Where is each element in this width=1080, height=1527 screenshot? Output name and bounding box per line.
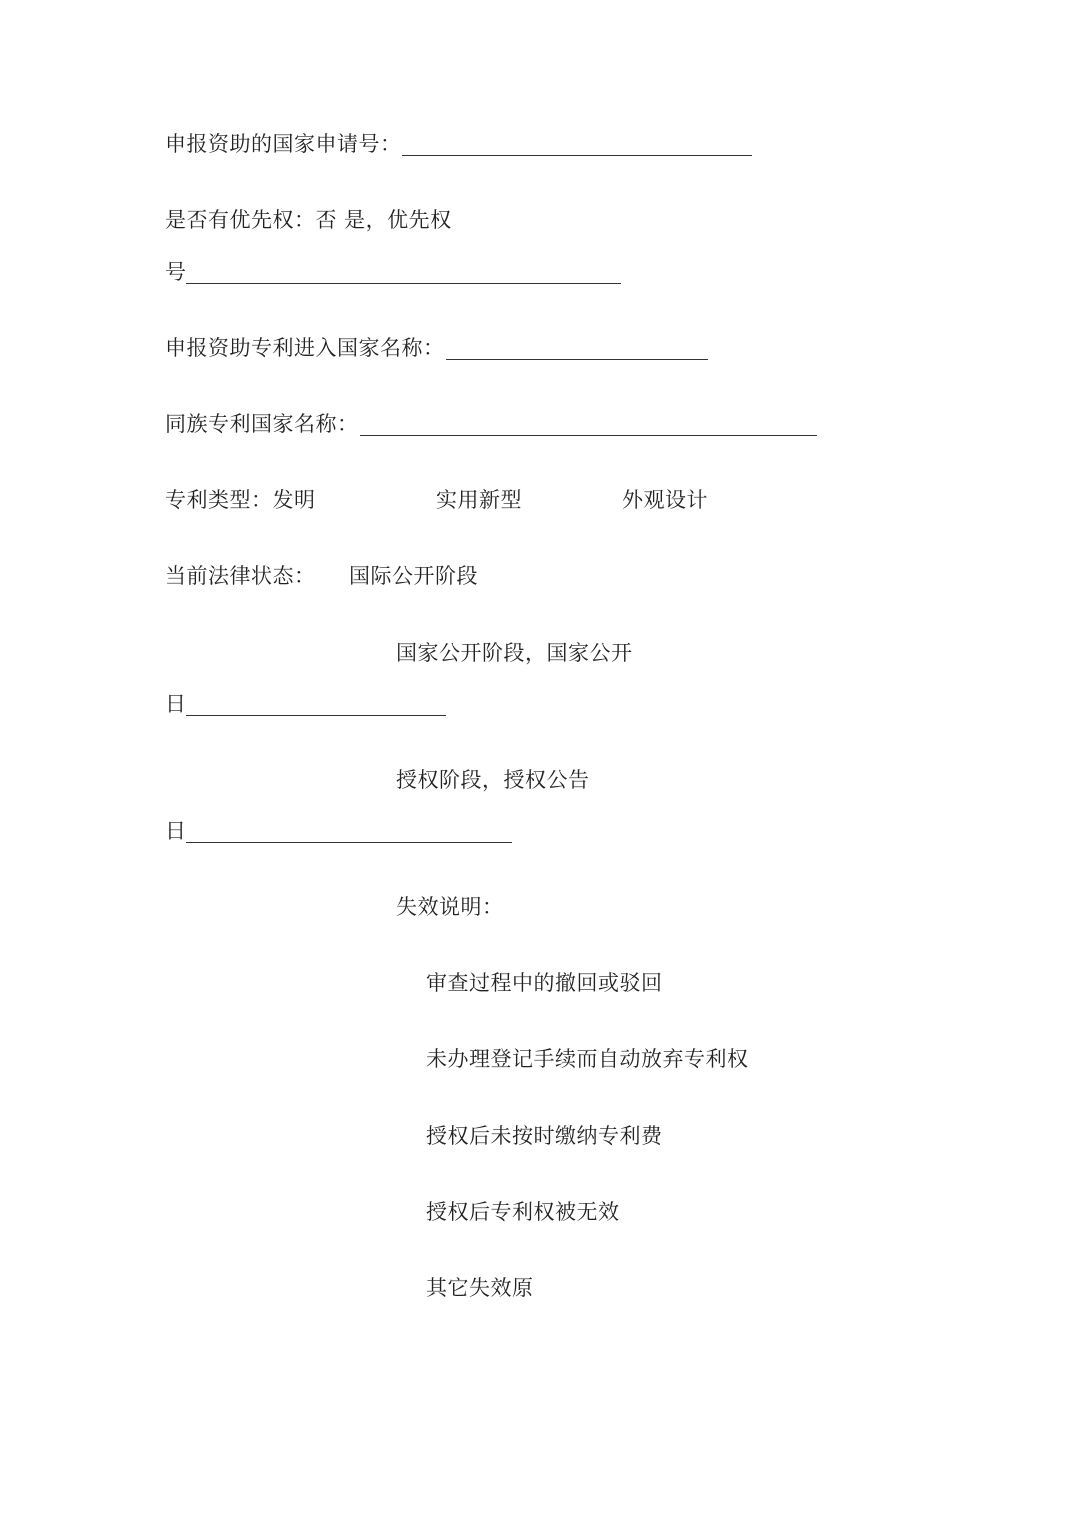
grant-date-field[interactable] <box>186 842 512 843</box>
family-country-field[interactable] <box>360 435 817 436</box>
priority-label: 是否有优先权：否 是，优先权 <box>165 208 452 232</box>
invalid-reason-item: 审查过程中的撤回或驳回 <box>426 971 663 995</box>
patent-type-design: 外观设计 <box>622 488 708 512</box>
priority-no-field[interactable] <box>186 283 621 284</box>
invalid-reason-item: 其它失效原 <box>426 1276 534 1300</box>
app-no-label: 申报资助的国家申请号： <box>165 132 402 156</box>
grant-date-label: 日 <box>165 819 187 843</box>
invalid-reason-item: 授权后专利权被无效 <box>426 1200 620 1224</box>
entry-country-field[interactable] <box>446 359 708 360</box>
legal-status-national-pub: 国家公开阶段，国家公开 <box>396 641 633 665</box>
patent-type-label: 专利类型：发明 <box>165 488 316 512</box>
patent-type-utility: 实用新型 <box>436 488 522 512</box>
invalid-title: 失效说明： <box>396 895 504 919</box>
national-pub-date-field[interactable] <box>186 715 446 716</box>
priority-no-label: 号 <box>165 260 187 284</box>
legal-status-intl-pub: 国际公开阶段 <box>349 564 478 588</box>
invalid-reason-item: 未办理登记手续而自动放弃专利权 <box>426 1047 749 1071</box>
app-no-field[interactable] <box>402 155 752 156</box>
invalid-reason-item: 授权后未按时缴纳专利费 <box>426 1124 663 1148</box>
legal-status-grant: 授权阶段，授权公告 <box>396 768 590 792</box>
legal-status-label: 当前法律状态： <box>165 564 316 588</box>
family-country-label: 同族专利国家名称： <box>165 412 359 436</box>
entry-country-label: 申报资助专利进入国家名称： <box>165 336 445 360</box>
national-pub-date-label: 日 <box>165 692 187 716</box>
